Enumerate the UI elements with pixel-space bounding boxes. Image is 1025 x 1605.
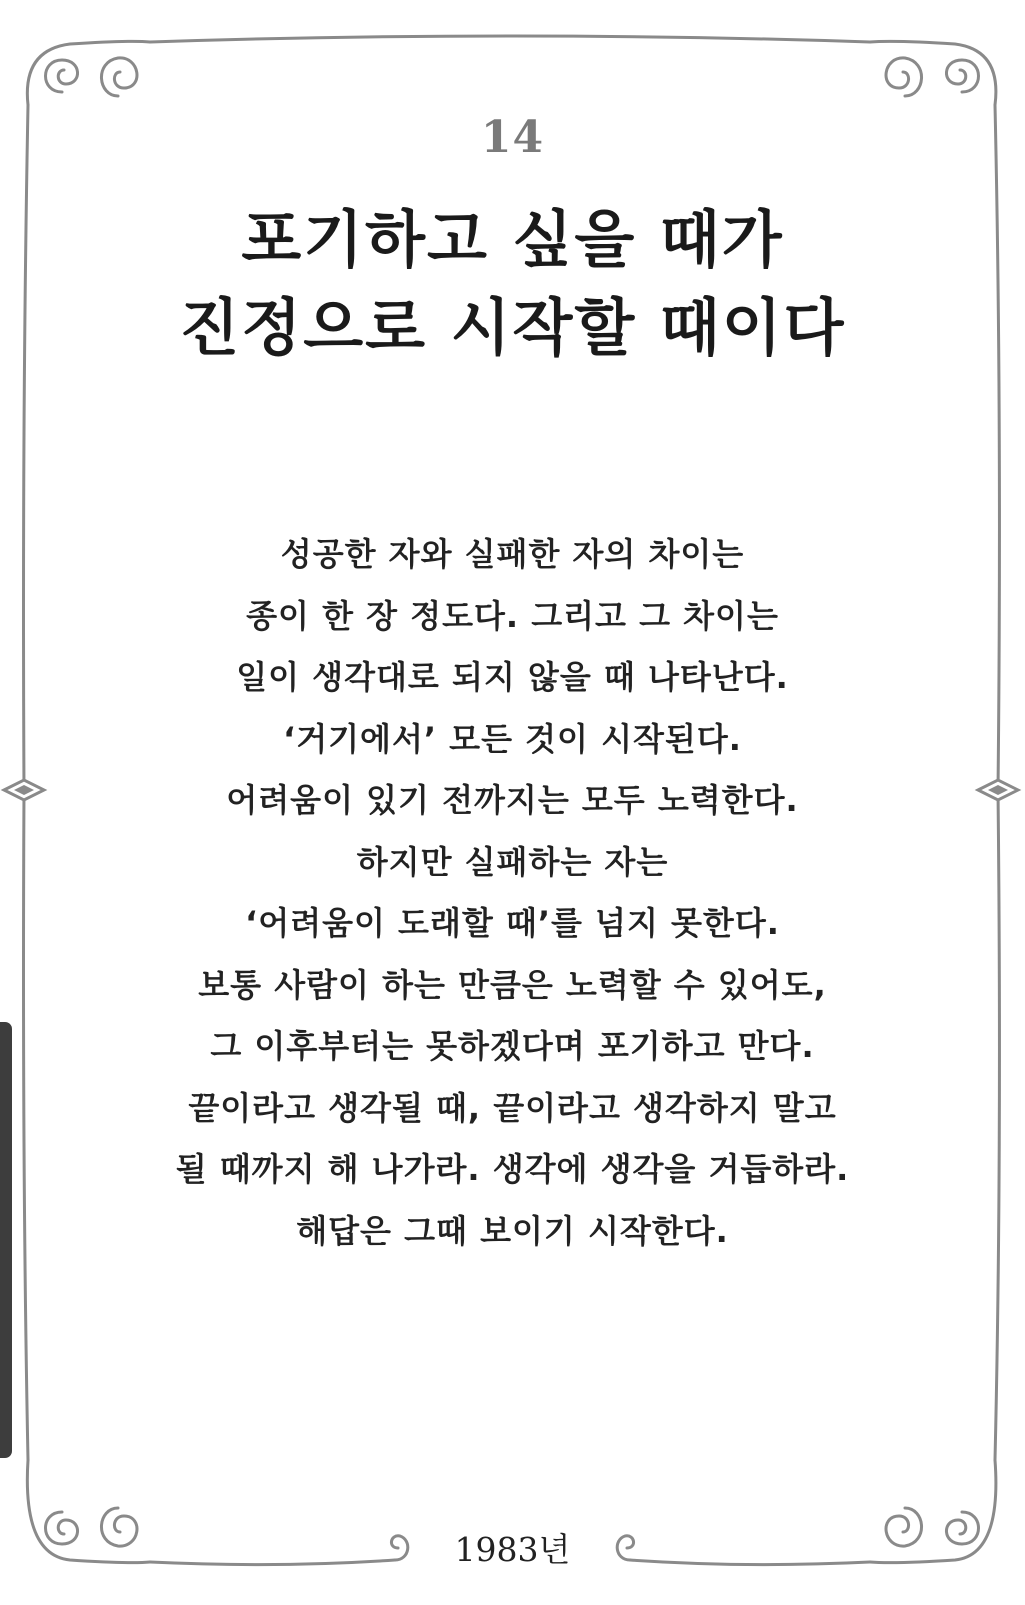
top-right-swirl-icon (870, 41, 996, 105)
year-label: 1983년 (454, 1530, 571, 1569)
body-line: 보통 사람이 하는 만큼은 노력할 수 있어도, (198, 965, 827, 1004)
body-line: 해답은 그때 보이기 시작한다. (296, 1211, 729, 1250)
body-line: 하지만 실패하는 자는 (356, 842, 669, 881)
body-line: 성공한 자와 실패한 자의 차이는 (280, 535, 745, 573)
title-line: 진정으로 시작할 때이다 (179, 291, 846, 364)
side-scroll-tab[interactable] (0, 1022, 12, 1458)
chapter-title (0, 196, 1025, 372)
body-line: 될 때까지 해 나가라. 생각에 생각을 거듭하라. (175, 1150, 850, 1188)
body-line: 종이 한 장 정도다. 그리고 그 차이는 (246, 596, 779, 635)
chapter-number: 14 (480, 112, 545, 163)
title-line: 포기하고 싶을 때가 (241, 203, 784, 276)
body-line: 그 이후부터는 못하겠다며 포기하고 만다. (210, 1027, 815, 1065)
body-line: ‘거기에서’ 모든 것이 시작된다. (283, 719, 742, 758)
body-line: ‘어려움이 도래할 때’를 넘지 못한다. (245, 904, 780, 942)
body-line: 어려움이 있기 전까지는 모두 노력한다. (226, 781, 799, 819)
body-line: 일이 생각대로 되지 않을 때 나타난다. (236, 658, 789, 696)
top-left-swirl-icon (27, 41, 150, 105)
body-line: 끝이라고 생각될 때, 끝이라고 생각하지 말고 (188, 1088, 837, 1127)
body-text (0, 524, 1025, 1262)
border-top-line (150, 36, 870, 42)
